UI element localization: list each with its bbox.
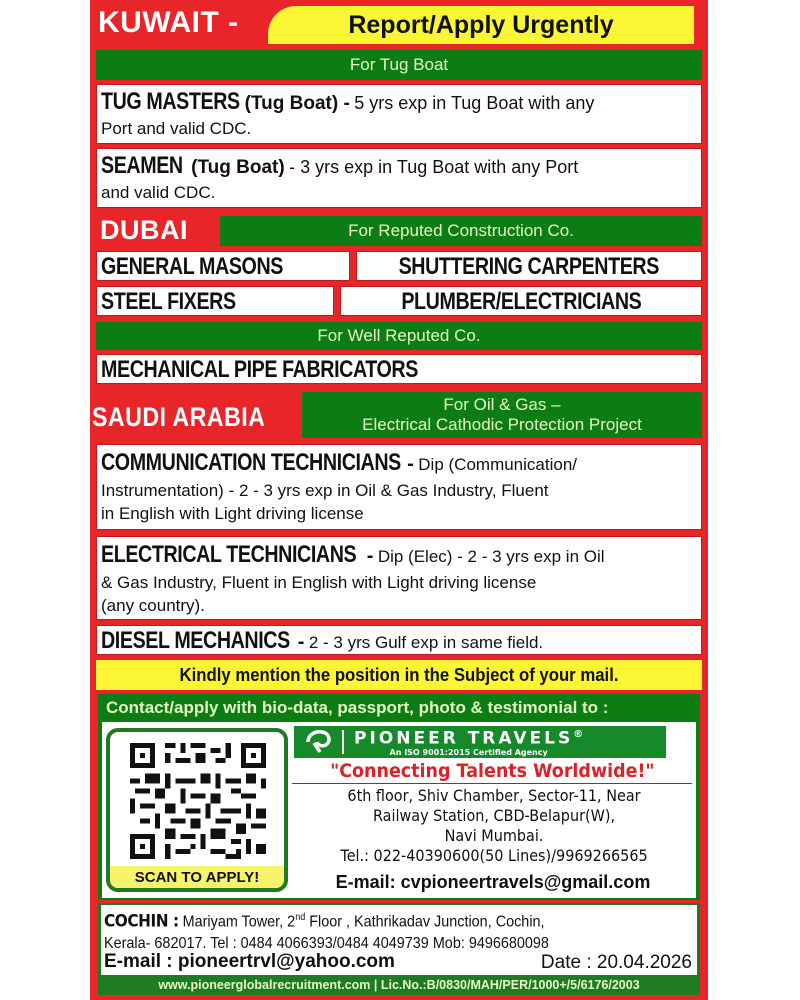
- sector-bar-tug-boat: [96, 50, 702, 80]
- job-steel-fixers: [96, 286, 334, 316]
- job-description: 5 yrs exp in Tug Boat with any: [354, 93, 595, 113]
- contact-panel: [98, 694, 700, 900]
- job-description: Dip (Communication/: [418, 455, 578, 474]
- job-general-masons: [96, 251, 350, 281]
- job-description-continued: Instrumentation) - 2 - 3 yrs exp in Oil & Gas Industry, Fluent: [101, 481, 549, 500]
- sector-bar-well-reputed: [96, 322, 702, 350]
- pioneer-logo-icon: [304, 728, 334, 756]
- job-description-continued: (any country).: [101, 596, 205, 615]
- ad-date: Date : 20.04.2026: [540, 952, 692, 973]
- job-title: MECHANICAL PIPE FABRICATORS: [101, 356, 418, 383]
- dash: -: [366, 545, 374, 567]
- job-title: ELECTRICAL TECHNICIANS: [101, 541, 357, 568]
- sector-label: For Tug Boat: [349, 55, 449, 75]
- job-title: STEEL FIXERS: [101, 288, 236, 315]
- cochin-panel: [98, 903, 700, 995]
- logo-divider: [342, 730, 344, 754]
- sector-label-line2: Electrical Cathodic Protection Project: [362, 415, 642, 434]
- dash: -: [297, 631, 305, 653]
- job-title: TUG MASTERS: [101, 88, 240, 115]
- job-title: GENERAL MASONS: [101, 253, 283, 280]
- job-tug-masters: [96, 84, 702, 144]
- job-title: DIESEL MECHANICS: [101, 627, 290, 654]
- sector-label-line1: For Oil & Gas –: [443, 395, 561, 415]
- job-plumber-electricians: [340, 286, 702, 316]
- urgent-banner-text: Report/Apply Urgently: [348, 10, 614, 39]
- website-license[interactable]: www.pioneerglobalrecruitment.com | Lic.No.:B/0830/MAH/PER/1000+/5/6176/2003: [158, 978, 640, 992]
- job-electrical-technicians: [96, 536, 702, 620]
- job-description: 2 - 3 yrs Gulf exp in same field.: [308, 633, 544, 652]
- company-logo: [294, 726, 666, 758]
- country-heading-dubai: DUBAI: [100, 215, 188, 245]
- job-shuttering-carpenters: [356, 251, 702, 281]
- cochin-phone: Kerala- 682017. Tel : 0484 4066393/0484 4049739 Mob: 9496680098: [104, 935, 549, 953]
- notice-banner: [96, 660, 702, 690]
- job-description-continued: & Gas Industry, Fluent in English with Light driving license: [101, 573, 537, 592]
- job-qualifier: (Tug Boat): [191, 157, 285, 178]
- qr-card[interactable]: [106, 728, 288, 892]
- job-mechanical-pipe-fabricators: [96, 354, 702, 384]
- sector-label: For Well Reputed Co.: [317, 326, 481, 346]
- slogan-text: "Connecting Talents Worldwide!": [329, 760, 655, 782]
- job-title: PLUMBER/ELECTRICIANS: [400, 288, 641, 315]
- contact-heading: Contact/apply with bio-data, passport, photo & testimonial to :: [106, 698, 609, 717]
- company-name: PIONEER TRAVELS®: [354, 728, 584, 749]
- job-description-continued: in English with Light driving license: [101, 504, 364, 523]
- telephone: Tel.: 022-40390600(50 Lines)/9969266565: [340, 846, 648, 865]
- sector-label: For Reputed Construction Co.: [348, 221, 574, 241]
- job-seamen: [96, 148, 702, 208]
- address-line: Railway Station, CBD-Belapur(W),: [372, 806, 616, 825]
- scan-to-apply-label: SCAN TO APPLY!: [110, 866, 284, 888]
- job-description-continued: and valid CDC.: [101, 183, 216, 202]
- job-diesel-mechanics: [96, 625, 702, 655]
- job-description-continued: Port and valid CDC.: [101, 119, 252, 138]
- cochin-email[interactable]: E-mail : pioneertrvl@yahoo.com: [104, 951, 395, 972]
- mumbai-address: [298, 786, 690, 866]
- dash: -: [407, 453, 414, 475]
- job-advertisement-poster: [90, 0, 708, 1000]
- job-title: SEAMEN: [101, 152, 183, 179]
- company-tagline: An ISO 9001:2015 Certified Agency: [389, 747, 548, 757]
- urgent-banner: [268, 6, 694, 44]
- sector-bar-construction: [220, 216, 702, 246]
- job-title: COMMUNICATION TECHNICIANS: [101, 449, 401, 476]
- job-title: SHUTTERING CARPENTERS: [398, 253, 660, 280]
- sector-bar-oil-gas: [302, 392, 702, 438]
- qr-code-icon[interactable]: [124, 738, 272, 864]
- contact-email[interactable]: E-mail: cvpioneertravels@gmail.com: [335, 872, 651, 892]
- job-communication-technicians: [96, 444, 702, 530]
- notice-text: Kindly mention the position in the Subject of your mail.: [179, 664, 619, 685]
- country-heading-saudi-arabia: SAUDI ARABIA: [92, 402, 266, 432]
- address-line: 6th floor, Shiv Chamber, Sector-11, Near: [347, 786, 641, 805]
- company-slogan: [292, 760, 692, 784]
- address-line: Navi Mumbai.: [444, 826, 544, 845]
- job-qualifier: (Tug Boat) -: [244, 93, 350, 114]
- country-heading-kuwait: KUWAIT -: [98, 6, 239, 39]
- cochin-address: COCHIN : Mariyam Tower, 2nd Floor , Kathrikadav Junction, Cochin, Kerala- 682017. Tel : 0484 4066393/0484 4049739 Mob: 9496680098: [104, 907, 696, 955]
- job-description: - 3 yrs exp in Tug Boat with any Port: [289, 157, 579, 177]
- cochin-label: COCHIN :: [104, 911, 179, 932]
- job-description: Dip (Elec) - 2 - 3 yrs exp in Oil: [377, 547, 605, 566]
